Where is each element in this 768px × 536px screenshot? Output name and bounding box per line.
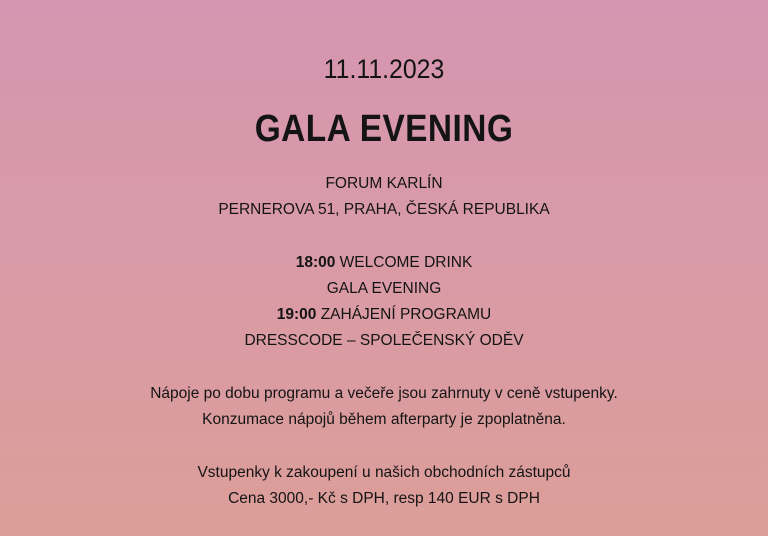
venue-name: FORUM KARLÍN (325, 175, 443, 192)
event-date: 11.11.2023 (323, 54, 445, 84)
dresscode-line: DRESSCODE – SPOLEČENSKÝ ODĚV (244, 332, 524, 349)
program-gala-line: GALA EVENING (326, 280, 442, 297)
drinks-info-block (0, 381, 768, 433)
start-time: 19:00 (276, 306, 317, 323)
welcome-time: 18:00 (295, 254, 336, 271)
welcome-label: WELCOME DRINK (339, 254, 473, 271)
start-label: ZAHÁJENÍ PROGRAMU (320, 306, 492, 323)
venue-address: PERNEROVA 51, PRAHA, ČESKÁ REPUBLIKA (218, 201, 550, 218)
drinks-info-line-2: Konzumace nápojů během afterparty je zpoplatněna. (202, 411, 566, 428)
tickets-block (0, 460, 768, 512)
venue-block (0, 171, 768, 223)
program-welcome-line (0, 250, 768, 276)
tickets-price-line: Cena 3000,- Kč s DPH, resp 140 EUR s DPH (228, 490, 540, 507)
drinks-info-line-1: Nápoje po dobu programu a večeře jsou zahrnuty v ceně vstupenky. (150, 385, 618, 402)
program-block (0, 250, 768, 354)
event-title: GALA EVENING (254, 108, 514, 150)
program-start-line (0, 302, 768, 328)
tickets-line-1: Vstupenky k zakoupení u našich obchodních zástupců (197, 464, 571, 481)
